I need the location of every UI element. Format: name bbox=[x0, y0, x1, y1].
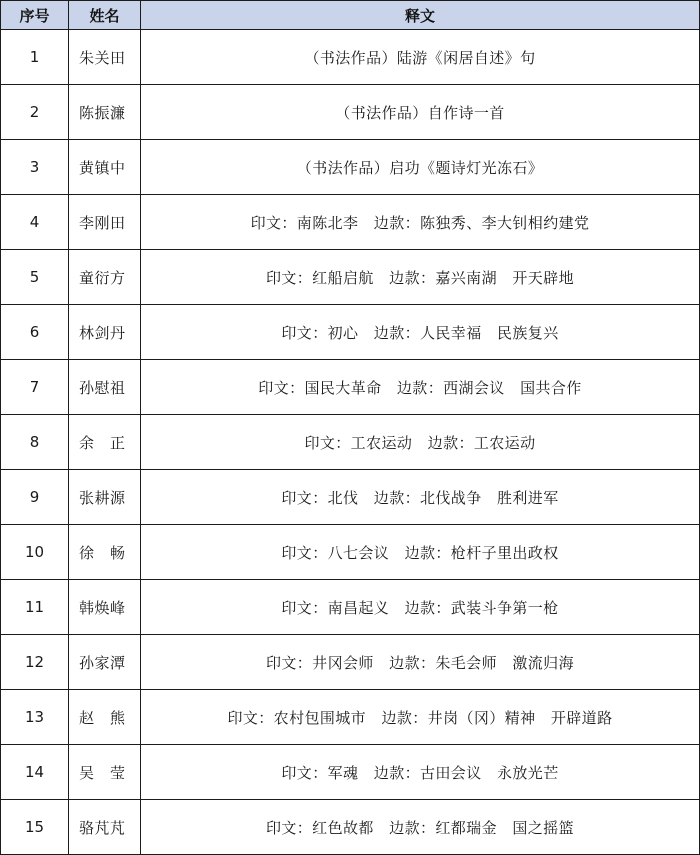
row-number: 14 bbox=[1, 745, 69, 800]
row-transcription: 印文：南陈北李 边款：陈独秀、李大钊相约建党 bbox=[141, 195, 700, 250]
table-row bbox=[1, 690, 700, 745]
row-transcription: （书法作品）陆游《闲居自述》句 bbox=[141, 30, 700, 85]
row-name: 黄镇中 bbox=[69, 140, 141, 195]
row-number: 13 bbox=[1, 690, 69, 745]
row-transcription: 印文：工农运动 边款：工农运动 bbox=[141, 415, 700, 470]
table-row bbox=[1, 195, 700, 250]
row-name: 童衍方 bbox=[69, 250, 141, 305]
row-transcription: 印文：八七会议 边款：枪杆子里出政权 bbox=[141, 525, 700, 580]
table-row bbox=[1, 305, 700, 360]
row-name: 陈振濂 bbox=[69, 85, 141, 140]
row-name: 张耕源 bbox=[69, 470, 141, 525]
row-transcription: 印文：井冈会师 边款：朱毛会师 激流归海 bbox=[141, 635, 700, 690]
table-row bbox=[1, 745, 700, 800]
header-number: 序号 bbox=[1, 1, 69, 30]
header-row bbox=[1, 1, 700, 30]
row-number: 12 bbox=[1, 635, 69, 690]
row-name: 李刚田 bbox=[69, 195, 141, 250]
header-name: 姓名 bbox=[69, 1, 141, 30]
row-name: 孙家潭 bbox=[69, 635, 141, 690]
row-transcription: 印文：红色故都 边款：红都瑞金 国之摇篮 bbox=[141, 800, 700, 855]
table-row bbox=[1, 580, 700, 635]
row-number: 7 bbox=[1, 360, 69, 415]
table-row bbox=[1, 85, 700, 140]
row-name: 余 正 bbox=[69, 415, 141, 470]
row-transcription: 印文：军魂 边款：古田会议 永放光芒 bbox=[141, 745, 700, 800]
table-row bbox=[1, 360, 700, 415]
table-row bbox=[1, 140, 700, 195]
row-transcription: 印文：南昌起义 边款：武装斗争第一枪 bbox=[141, 580, 700, 635]
row-transcription: 印文：北伐 边款：北伐战争 胜利进军 bbox=[141, 470, 700, 525]
table-header bbox=[1, 1, 700, 30]
row-number: 2 bbox=[1, 85, 69, 140]
row-name: 孙慰祖 bbox=[69, 360, 141, 415]
row-name: 骆芃芃 bbox=[69, 800, 141, 855]
table-row bbox=[1, 800, 700, 855]
row-number: 10 bbox=[1, 525, 69, 580]
row-number: 9 bbox=[1, 470, 69, 525]
table-body bbox=[1, 30, 700, 855]
row-number: 3 bbox=[1, 140, 69, 195]
row-transcription: 印文：国民大革命 边款：西湖会议 国共合作 bbox=[141, 360, 700, 415]
row-transcription: 印文：农村包围城市 边款：井岗（冈）精神 开辟道路 bbox=[141, 690, 700, 745]
row-number: 15 bbox=[1, 800, 69, 855]
row-transcription: 印文：红船启航 边款：嘉兴南湖 开天辟地 bbox=[141, 250, 700, 305]
table-row bbox=[1, 470, 700, 525]
row-name: 徐 畅 bbox=[69, 525, 141, 580]
row-name: 林剑丹 bbox=[69, 305, 141, 360]
row-transcription: （书法作品）启功《题诗灯光冻石》 bbox=[141, 140, 700, 195]
row-transcription: 印文：初心 边款：人民幸福 民族复兴 bbox=[141, 305, 700, 360]
table-row bbox=[1, 635, 700, 690]
table-row bbox=[1, 525, 700, 580]
row-name: 吴 莹 bbox=[69, 745, 141, 800]
table-row bbox=[1, 250, 700, 305]
table-row bbox=[1, 415, 700, 470]
row-name: 韩焕峰 bbox=[69, 580, 141, 635]
row-number: 1 bbox=[1, 30, 69, 85]
row-number: 5 bbox=[1, 250, 69, 305]
row-number: 8 bbox=[1, 415, 69, 470]
header-transcription: 释文 bbox=[141, 1, 700, 30]
row-name: 赵 熊 bbox=[69, 690, 141, 745]
row-number: 6 bbox=[1, 305, 69, 360]
row-number: 11 bbox=[1, 580, 69, 635]
row-name: 朱关田 bbox=[69, 30, 141, 85]
row-number: 4 bbox=[1, 195, 69, 250]
row-transcription: （书法作品）自作诗一首 bbox=[141, 85, 700, 140]
table-row bbox=[1, 30, 700, 85]
